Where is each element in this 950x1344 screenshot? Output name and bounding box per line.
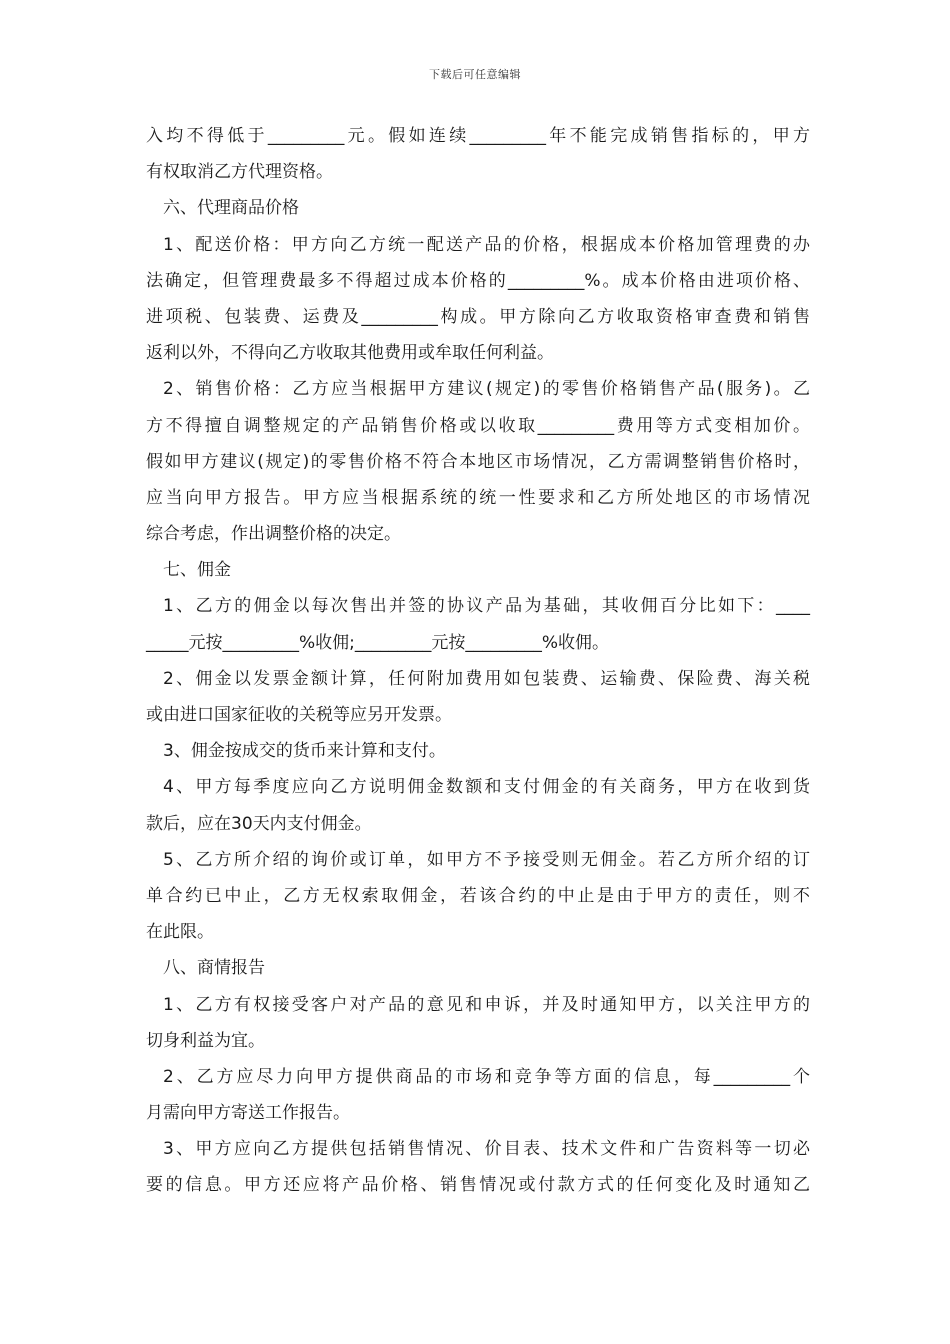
page-header: 下载后可任意编辑 [429, 68, 521, 81]
text-line: 应当向甲方报告。甲方应当根据系统的统一性要求和乙方所处地区的市场情况 [146, 487, 810, 508]
text-line: _____元按_________%收佣;_________元按_________%收佣。 [146, 632, 610, 653]
text-line: 综合考虑，作出调整价格的决定。 [146, 524, 401, 545]
text-line: 单合约已中止，乙方无权索取佣金，若该合约的中止是由于甲方的责任，则不 [146, 885, 810, 906]
text-line: 月需向甲方寄送工作报告。 [146, 1103, 350, 1124]
text-line: 入均不得低于_________元。假如连续_________年不能完成销售指标的，甲方 [146, 126, 810, 146]
text-line: 4、甲方每季度应向乙方说明佣金数额和支付佣金的有关商务，甲方在收到货 [163, 777, 810, 798]
text-line: 3、佣金按成交的货币来计算和支付。 [163, 741, 446, 762]
text-line: 1、配送价格：甲方向乙方统一配送产品的价格，根据成本价格加管理费的办 [163, 234, 810, 255]
text-line: 返利以外，不得向乙方收取其他费用或牟取任何利益。 [146, 343, 554, 364]
text-line: 法确定，但管理费最多不得超过成本价格的_________%。成本价格由进项价格、 [146, 270, 810, 291]
text-line: 2、佣金以发票金额计算，任何附加费用如包装费、运输费、保险费、海关税 [163, 668, 810, 689]
text-line: 六、代理商品价格 [163, 198, 299, 219]
text-line: 3、甲方应向乙方提供包括销售情况、价目表、技术文件和广告资料等一切必 [163, 1139, 810, 1160]
text-line: 切身利益为宜。 [146, 1030, 265, 1051]
text-line: 1、乙方有权接受客户对产品的意见和申诉，并及时通知甲方，以关注甲方的 [163, 994, 810, 1015]
text-line: 款后，应在30天内支付佣金。 [146, 813, 372, 834]
text-line: 有权取消乙方代理资格。 [146, 162, 333, 183]
text-line: 2、乙方应尽力向甲方提供商品的市场和竞争等方面的信息，每_________个 [163, 1066, 810, 1087]
text-line: 进项税、包装费、运费及_________构成。甲方除向乙方收取资格审查费和销售 [146, 306, 810, 327]
document-body [146, 118, 810, 1204]
text-line: 5、乙方所介绍的询价或订单，如甲方不予接受则无佣金。若乙方所介绍的订 [163, 849, 810, 870]
text-line: 1、乙方的佣金以每次售出并签的协议产品为基础，其收佣百分比如下：____ [163, 596, 810, 617]
text-line: 八、商情报告 [163, 958, 265, 979]
text-line: 七、佣金 [163, 560, 231, 581]
text-line: 假如甲方建议(规定)的零售价格不符合本地区市场情况，乙方需调整销售价格时， [146, 451, 810, 472]
text-line: 2、销售价格：乙方应当根据甲方建议(规定)的零售价格销售产品(服务)。乙 [163, 379, 811, 400]
text-line: 要的信息。甲方还应将产品价格、销售情况或付款方式的任何变化及时通知乙 [146, 1175, 810, 1196]
text-line: 方不得擅自调整规定的产品销售价格或以收取_________费用等方式变相加价。 [146, 415, 810, 436]
text-line: 在此限。 [146, 922, 214, 943]
text-line: 或由进口国家征收的关税等应另开发票。 [146, 705, 452, 725]
